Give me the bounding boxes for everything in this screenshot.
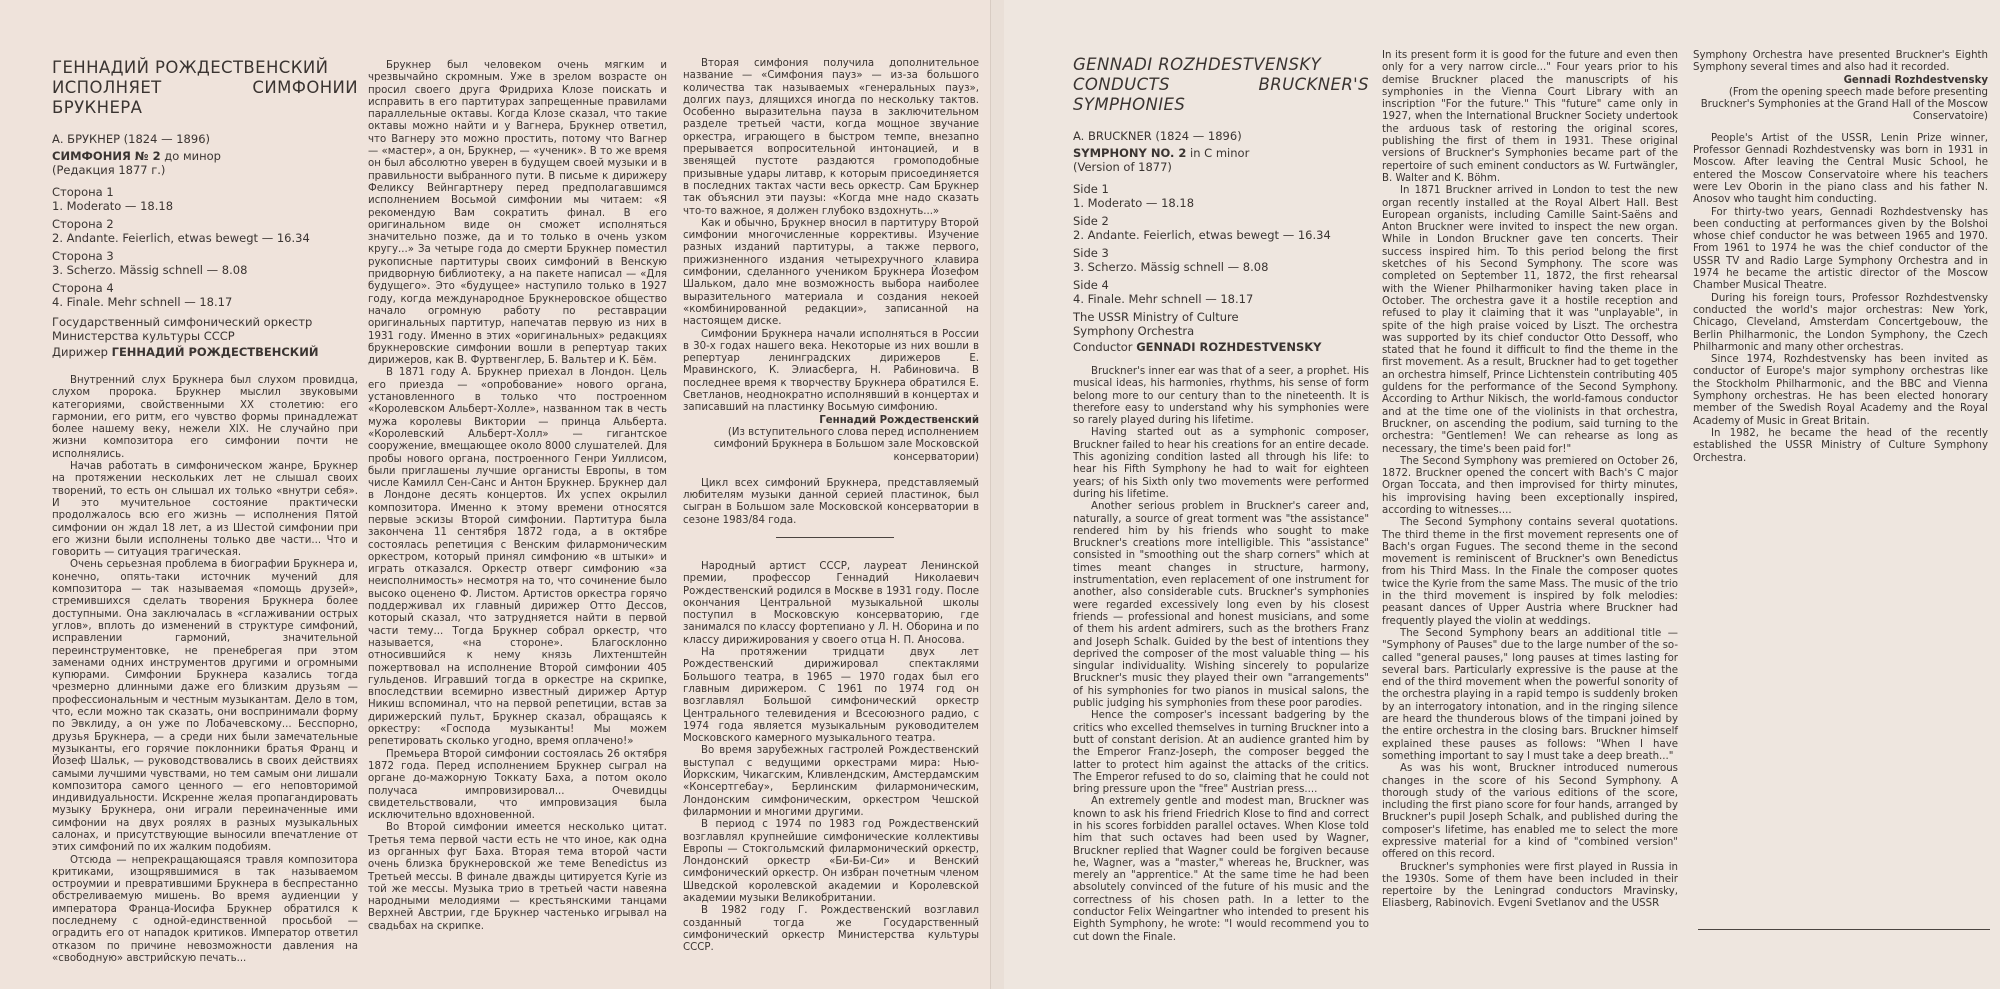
paragraph: Как и обычно, Брукнер вносил в партитуру Второй симфонии многочисленные коррективы. Изучение разных изданий партитуры, а также первого, прижизненного издания четырехручного клавира симфонии, сделанного учеником Брукнера Йозефом Шальком, дало мне возможность выбора наиболее выразительного материала и создания некоей «комбинированной редакции», записанной на настоящем диске.	[683, 217, 979, 328]
side-label: Сторона 2	[52, 217, 114, 231]
en-title	[1073, 55, 1369, 115]
cycle-note: Цикл всех симфоний Брукнера, представляемый любителям музыки данной серией пластинок, был сыгран в Большом зале Московской консерватории в сезоне 1983/84 года.	[683, 477, 979, 526]
en-body-1	[1073, 366, 1369, 944]
paragraph: Bruckner's inner ear was that of a seer, a prophet. His musical ideas, his harmonies, rhythms, his sense of form belong more to our century than to the nineteenth. It is therefore easy to understand why his symphonies were so rarely played during his lifetime.	[1073, 366, 1369, 427]
work-title	[1073, 146, 1369, 160]
signature: Gennadi Rozhdestvensky	[1843, 74, 1988, 86]
track: 2. Andante. Feierlich, etwas bewegt — 16.34	[52, 231, 310, 245]
ru-biography	[683, 561, 979, 955]
conductor	[1073, 340, 1369, 354]
tracklist	[1073, 182, 1369, 306]
composer: A. BRUCKNER (1824 — 1896)	[1073, 129, 1242, 143]
ru-column-3	[683, 58, 979, 954]
work-key: до минор	[160, 149, 221, 163]
paragraph: The Second Symphony contains several quotations. The third theme in the first movement represents one of Bach's organ Fugues. The second theme in the second movement is reminiscent of Bruckner's own Benedictus from his Third Mass. In the Finale the composer quotes twice the Kyrie from the same Mass. The music of the trio in the third movement is inspired by folk melodies: peasant dances of Upper Austria where Bruckner had frequently played the violin at weddings.	[1382, 517, 1678, 627]
paragraph: As was his wont, Bruckner introduced numerous changes in the score of his Second Symphony. A thorough study of the various editions of the score, including the first piano score for four hands, arranged by Bruckner's pupil Joseph Schalk, and published during the composer's lifetime, has enabled me to select the more expressive material for a kind of "combined version" offered on this record.	[1382, 763, 1678, 861]
divider	[776, 537, 894, 538]
paragraph: Another serious problem in Bruckner's career and, naturally, a source of great torment was "the assistance" rendered him by his friends who sought to make Bruckner's creations more intelligible. This "assistance" consisted in "smoothing out the sharp corners" which at times meant changes in structure, harmony, instrumentation, even replacement of one instrument for another, also considerable cuts. Bruckner's symphonies were regarded excessively long even by his closest friends — professional and honest musicians, and some of them his ardent admirers, such as the brothers Franz and Joseph Schalk. Guided by the best of intentions they deprived the composer of the most valuable thing — his singular individuality. Wishing sincerely to popularize Bruckner's music they played their own "arrangements" of his symphonies for two pianos in musical salons, the public judging his symphonies from these poor parodies.	[1073, 501, 1369, 710]
ru-work-info	[52, 132, 358, 359]
conductor	[52, 345, 358, 359]
en-body-2	[1382, 185, 1678, 911]
ru-body-2	[368, 60, 667, 933]
paragraph: Вторая симфония получила дополнительное название — «Симфония пауз» — из-за большого количества так называемых «генеральных пауз», долгих пауз, длящихся иногда по нескольку тактов. Особенно выразительна пауза в заключительном разделе третьей части, когда мощное звучание оркестра, играющего в быстром темпе, внезапно прерывается вопросительной интонацией, и в звенящей пустоте раздаются громоподобные призывные удары литавр, к которым присоединяется в последних тактах части весь оркестр. Сам Брукнер так объяснил эти паузы: «Когда мне надо сказать что-то важное, я должен глубоко вздохнуть...»	[683, 58, 979, 217]
composer: А. БРУКНЕР (1824 — 1896)	[52, 132, 210, 146]
side-label: Side 2	[1073, 214, 1109, 228]
track: 1. Moderato — 18.18	[1073, 196, 1195, 210]
conductor-label: Дирижер	[52, 345, 112, 359]
track: 3. Scherzo. Mässig schnell — 8.08	[52, 263, 248, 277]
conductor-name: GENNADI ROZHDESTVENSKY	[1136, 340, 1322, 354]
orchestra-line-1: Государственный симфонический оркестр	[52, 315, 313, 329]
side-label: Сторона 4	[52, 281, 114, 295]
work-title	[52, 149, 358, 163]
conductor-name: ГЕННАДИЙ РОЖДЕСТВЕНСКИЙ	[111, 345, 319, 359]
paragraph: Having started out as a symphonic composer, Bruckner failed to hear his creations for an entire decade. This agonizing condition lasted all through his life: to hear his Fifth Symphony he had to wait for eighteen years; of his Sixth only two movements were performed during his lifetime.	[1073, 427, 1369, 500]
version: (Version of 1877)	[1073, 160, 1172, 174]
divider	[1698, 929, 1990, 930]
paragraph: An extremely gentle and modest man, Bruckner was known to ask his friend Friedrich Klose to find and correct in his scores forbidden parallel octaves. When Klose told him that such octaves had been used by Wagner, Bruckner replied that Wagner could be forgiven because he, Wagner, was a "master," whereas he, Bruckner, was merely an "apprentice." At the same time he had been absolutely convinced of the future of his music and the correctness of his chosen path. In a letter to the conductor Felix Weingartner who intended to present his Eighth Symphony, he wrote: "I would recommend you to cut down the Finale.	[1073, 796, 1369, 943]
signature-note: (Из вступительного слова перед исполнением симфоний Брукнера в Большом зале Московской консерватории)	[713, 426, 979, 463]
paragraph: Во Второй симфонии имеется несколько цитат. Третья тема первой части есть не что иное, как одна из органных фуг Баха. Вторая тема второй части очень близка брукнеровской же теме Benedictus из Третьей мессы. В финале дважды цитируется Kyrie из той же мессы. Музыка трио в третьей части навеяна народными мелодиями — крестьянскими танцами Верхней Австрии, где Брукнер частенько игрывал на свадьбах на скрипке.	[368, 822, 667, 932]
conductor-label: Conductor	[1073, 340, 1137, 354]
signature: Геннадий Рождественский	[819, 414, 979, 426]
paragraph: The Second Symphony was premiered on October 26, 1872. Bruckner opened the concert with Bach's C major Organ Toccata, and then improvised for thirty minutes, his improvising having been exceptionally inspired, according to witnesses....	[1382, 455, 1678, 516]
track: 4. Finale. Mehr schnell — 18.17	[1073, 292, 1254, 306]
paragraph: Начав работать в симфоническом жанре, Брукнер на протяжении нескольких лет не слышал своих творений, то есть он слышал их только «внутри себя». И это мучительное состояние практически продолжалось всю его жизнь — исполнения Пятой симфонии он ждал 18 лет, а из Шестой симфонии при его жизни были исполнены только две части... Что и говорить — ситуация трагическая.	[52, 461, 358, 559]
en-work-info	[1073, 129, 1369, 354]
paragraph: Bruckner's symphonies were first played in Russia in the 1930s. Some of them have been included in their repertoire by the Leningrad conductors Mravinsky, Eliasberg, Rabinovich. Evgeni Svetlanov and the USSR	[1382, 861, 1678, 910]
paragraph: Since 1974, Rozhdestvensky has been invited as conductor of Europe's major symphony orchestras like the Stockholm Philharmonic, and the BBC and Vienna Symphony orchestras. He has been elected honorary member of the Swedish Royal Academy and the Royal Academy of Music in Great Britain.	[1693, 354, 1988, 427]
work-name: SYMPHONY NO. 2	[1073, 146, 1187, 160]
en-column-1	[1073, 55, 1369, 944]
paragraph: В период с 1974 по 1983 год Рождественский возглавлял крупнейшие симфонические коллективы Европы — Стокгольмский филармонический оркестр, Лондонский оркестр «Би-Би-Си» и Венский симфонический оркестр. Он избран почетным членом Шведской королевской академии и Королевской академии музыки Великобритании.	[683, 819, 979, 904]
en-column-3	[1693, 50, 1988, 465]
ru-column-1	[52, 58, 358, 965]
work-name: СИМФОНИЯ № 2	[52, 149, 161, 163]
ru-body-3	[683, 58, 979, 415]
paragraph: На протяжении тридцати двух лет Рождественский дирижировал спектаклями Большого театра, в 1965 — 1970 годах был его главным дирижером. С 1961 по 1974 год он возглавлял Большой симфонический оркестр Центрального телевидения и Всесоюзного радио, с 1974 года является музыкальным руководителем Московского камерного музыкального театра.	[683, 647, 979, 745]
version: (Редакция 1877 г.)	[52, 163, 166, 177]
paragraph: Во время зарубежных гастролей Рождественский выступал с ведущими оркестрами мира: Нью-Йоркским, Чикагским, Кливлендским, Амстердамским «Консертгебау», Берлинским филармоническим, Лондонским симфоническим, оркестром Чешской филармонии и многими другими.	[683, 745, 979, 818]
track: 4. Finale. Mehr schnell — 18.17	[52, 295, 233, 309]
paragraph: Symphony Orchestra have presented Bruckner's Eighth Symphony several times and also had it recorded.	[1693, 50, 1988, 74]
side-label: Side 3	[1073, 246, 1109, 260]
paragraph: Премьера Второй симфонии состоялась 26 октября 1872 года. Перед исполнением Брукнер сыграл на органе до-мажорную Токкату Баха, а потом около получаса импровизировал... Очевидцы свидетельствовали, что импровизация была исключительно вдохновенной.	[368, 748, 667, 822]
paragraph: В 1871 году А. Брукнер приехал в Лондон. Цель его приезда — «опробование» нового органа, установленного в только что построенном «Королевском Альберт-Холле», названном так в честь мужа королевы Виктории — принца Альберта. «Королевский Альберт-Холл» — гигантское сооружение, вмещающее около 8000 слушателей. Для пробы нового органа, построенного Генри Уиллисом, были приглашены лучшие органисты Европы, в том числе Камилл Сен-Санс и Антон Брукнер. Брукнер дал в Лондоне десять концертов. Их успех окрылил композитора. Именно к этому времени относятся первые эскизы Второй симфонии. Партитура была закончена 11 сентября 1872 года, а в октябре состоялась репетиция с Венским филармоническим оркестром, который принял симфонию «в штыки» и играть отказался. Оркестр отверг симфонию «за неисполнимость» несмотря на то, что сочинение было высоко оценено Ф. Листом. Артистов оркестра горячо поддерживал их главный дирижер Отто Дессов, который сказал, что затрудняется найти в первой части тему... Тогда Брукнер собрал оркестр, что называется, «на стороне». Благосклонно относившийся к нему князь Лихтенштейн пожертвовал на исполнение Второй симфонии 405 гульденов. Игравший тогда в оркестре на скрипке, впоследствии всемирно известный дирижер Артур Никиш вспоминал, что на первой репетиции, встав за дирижерский пульт, Брукнер сказал, обращаясь к оркестру: «Господа музыканты! Мы можем репетировать сколько угодно, время оплачено!»	[368, 367, 667, 748]
paragraph: Внутренний слух Брукнера был слухом провидца, слухом пророка. Брукнер мыслил звуковыми категориями, свойственными XX столетию: его гармонии, его ритм, его чувство формы принадлежат более нашему веку, нежели XIX. Не случайно при жизни композитора его симфонии почти не исполнялись.	[52, 375, 358, 460]
tracklist	[52, 185, 358, 309]
ru-title	[52, 58, 358, 118]
en-biography	[1693, 133, 1988, 465]
ru-body-1	[52, 375, 358, 965]
side-label: Сторона 3	[52, 249, 114, 263]
orchestra-line-2: Symphony Orchestra	[1073, 324, 1195, 338]
orchestra-line-1: The USSR Ministry of Culture	[1073, 310, 1239, 324]
side-label: Side 4	[1073, 278, 1109, 292]
en-title-line-2: CONDUCTS BRUCKNER'S SYMPHONIES	[1073, 75, 1369, 114]
paragraph: Отсюда — непрекращающаяся травля композитора критиками, изощрявшимися в так называемом остроумии и превратившими Брукнера в беспрестанно обстреливаемую мишень. Во время аудиенции у императора Франца-Иосифа Брукнер обратился к последнему с одной-единственной просьбой — оградить его от нападок критиков. Император ответил отказом по причине невозможности давления на «свободную» австрийскую печать...	[52, 854, 358, 964]
paragraph: Очень серьезная проблема в биографии Брукнера и, конечно, опять-таки источник мучений для композитора — так называемая «помощь друзей», стремившихся сделать творения Брукнера более доступными. Она заключалась в «сглаживании острых углов», вплоть до изменений в структуре симфоний, исправлении гармоний, значительной переинструментовке, не пренебрегая при этом заменами одних инструментов другими и огромными купюрами. Симфонии Брукнера казались тогда чрезмерно длинными даже его близким друзьям — профессиональным и честным музыкантам. Дело в том, что, если можно так сказать, они воспринимали форму по Эвклиду, а он уже по Лобачевскому... Бесспорно, друзья Брукнера, — а среди них были замечательные музыканты, его горячие поклонники братья Франц и Йозеф Шальк, — руководствовались в своих действиях самыми лучшими чувствами, но тем самым они лишали композитора самого ценного — его неповторимой индивидуальности. Искренне желая пропагандировать музыку Брукнера, они играли переиначенные ими симфонии на двух роялях в разных музыкальных салонах, и присутствующие выносили впечатление от этих симфоний по их жалким подобиям.	[52, 559, 358, 854]
en-column-2	[1382, 50, 1678, 911]
paragraph: During his foreign tours, Professor Rozhdestvensky conducted the world's major orchestras: New York, Chicago, Cleveland, Amsterdam Concertgebouw, the Berlin Philharmonic, the London Symphony, the Czech Philharmonic and many other orchestras.	[1693, 292, 1988, 353]
paragraph: In its present form it is good for the future and even then only for a very narrow circle..." Four years prior to his demise Bruckner placed the manuscripts of his symphonies in the Vienna Court Library with an inscription "For the future." This "future" came only in 1927, when the International Bruckner Society undertook the arduous task of restoring the original scores, publishing the first of them in 1931. These original versions of Bruckner's Symphonies became part of the repertoire of such eminent conductors as W. Furtwängler, B. Walter and K. Böhm.	[1382, 50, 1678, 184]
en-title-line-1: GENNADI ROZHDESTVENSKY	[1073, 55, 1322, 74]
signature-note: (From the opening speech made before presenting Bruckner's Symphonies at the Grand Hall of the Moscow Conservatoire)	[1700, 86, 1988, 123]
paragraph: People's Artist of the USSR, Lenin Prize winner, Professor Gennadi Rozhdestvensky was born in 1931 in Moscow. After leaving the Central Music School, he entered the Moscow Conservatoire where his teachers were Lev Oborin in the piano class and his father N. Anosov who taught him conducting.	[1693, 132, 1988, 206]
paragraph: Симфонии Брукнера начали исполняться в России в 30-х годах нашего века. Некоторые из них вошли в репертуар ленинградских дирижеров Е. Мравинского, К. Элиасберга, Н. Рабиновича. В последнее время к творчеству Брукнера обратился Е. Светланов, неоднократно исполнявший в концертах и записавший на пластинку Восьмую симфонию.	[683, 328, 979, 414]
track: 1. Moderato — 18.18	[52, 199, 174, 213]
paragraph: For thirty-two years, Gennadi Rozhdestvensky has been conducting at performances given by the Bolshoi whose chief conductor he was between 1965 and 1970. From 1961 to 1974 he was the chief conductor of the USSR TV and Radio Large Symphony Orchestra and in 1974 he became the artistic director of the Moscow Chamber Musical Theatre.	[1693, 206, 1988, 292]
paragraph: Hence the composer's incessant badgering by the critics who excelled themselves in turning Bruckner into a butt of constant derision. At an audience granted him by the Emperor Franz-Joseph, the composer begged the latter to protect him against the attacks of the critics. The Emperor refused to do so, claiming that he could not bring pressure upon the "free" Austrian press....	[1073, 710, 1369, 796]
side-label: Сторона 1	[52, 185, 114, 199]
side-label: Side 1	[1073, 182, 1109, 196]
ru-title-line-1: ГЕННАДИЙ РОЖДЕСТВЕНСКИЙ	[52, 58, 329, 77]
ru-title-line-2: ИСПОЛНЯЕТ СИМФОНИИ БРУКНЕРА	[52, 78, 358, 117]
work-key: in C minor	[1186, 146, 1250, 160]
paragraph: Народный артист СССР, лауреат Ленинской премии, профессор Геннадий Николаевич Рождественский родился в Москве в 1931 году. После окончания Центральной музыкальной школы поступил в Московскую консерваторию, где занимался по классу фортепиано у Л. Н. Оборина и по классу дирижирования у своего отца Н. П. Аносова.	[683, 560, 979, 646]
track: 3. Scherzo. Mässig schnell — 8.08	[1073, 260, 1269, 274]
paragraph: In 1982, he became the head of the recently established the USSR Ministry of Culture Symphony Orchestra.	[1693, 427, 1988, 464]
paragraph: In 1871 Bruckner arrived in London to test the new organ recently installed at the Royal Albert Hall. Best European organists, including Camille Saint-Saëns and Anton Bruckner were invited to inspect the new organ. While in London Bruckner gave ten concerts. Their success inspired him. To this period belong the first sketches of his Second Symphony. The score was completed on September 11, 1872, the first rehearsal with the Wiener Philharmoniker having taken place in October. The orchestra gave it a hostile reception and refused to play it claiming that it was "unplayable", in spite of the high praise voiced by Liszt. The orchestra was supported by its chief conductor Otto Dessoff, who stated that he found it difficult to find the theme in the first movement. As a result, Bruckner had to get together an orchestra himself, Prince Lichtenstein contributing 405 guldens for the performance of the Second Symphony. According to Arthur Nikisch, the world-famous conductor and at the time one of the violinists in that orchestra, Bruckner, on ascending the podium, said turning to the orchestra: "Gentlemen! We can rehearse as long as necessary, the time's been paid for!"	[1382, 185, 1678, 455]
paragraph: Брукнер был человеком очень мягким и чрезвычайно скромным. Уже в зрелом возрасте он просил своего друга Фридриха Клозе поискать и исправить в его партитурах запрещенные правилами параллельные октавы. Когда Клозе сказал, что такие октавы можно найти и у Вагнера, Брукнер ответил, что Вагнеру это можно простить, потому что Вагнер — «мастер», а он, Брукнер, — «ученик». В то же время он был абсолютно уверен в будущем своей музыки и в правильности выбранного пути. В письме к дирижеру Феликсу Вейнгартнеру перед предполагавшимся исполнением Восьмой симфонии мы читаем: «Я рекомендую Вам сократить финал. В его оригинальном виде он сможет исполняться значительно позже, да и то только в очень узком кругу...» За четыре года до смерти Брукнер поместил рукописные партитуры своих симфоний в Венскую придворную библиотеку, а на пакете написал — «Для будущего». Это «будущее» наступило только в 1927 году, когда международное Брукнеровское общество начало огромную работу по реставрации оригинальных партитур, напечатав первую из них в 1931 году. Именно в этих «оригинальных» редакциях брукнеровские симфонии вошли в репертуар таких дирижеров, как В. Фуртвенглер, Б. Вальтер и К. Бём.	[368, 60, 667, 367]
paragraph: В 1982 году Г. Рождественский возглавил созданный тогда же Государственный симфонический оркестр Министерства культуры СССР.	[683, 905, 979, 954]
track: 2. Andante. Feierlich, etwas bewegt — 16.34	[1073, 228, 1331, 242]
ru-column-2	[368, 60, 667, 933]
paragraph: The Second Symphony bears an additional title — "Symphony of Pauses" due to the large number of the so-called "general pauses," long pauses at times lasting for several bars. Particularly expressive is the pause at the end of the third movement when the powerful sonority of the orchestra playing in a rapid tempo is suddenly broken by an interrogatory intonation, and in the ringing silence are heard the thunderous blows of the timpani joined by the entire orchestra in the closing bars. Bruckner himself explained these pauses as follows: "When I have something important to say I must take a deep breath..."	[1382, 627, 1678, 762]
orchestra-line-2: Министерства культуры СССР	[52, 329, 235, 343]
